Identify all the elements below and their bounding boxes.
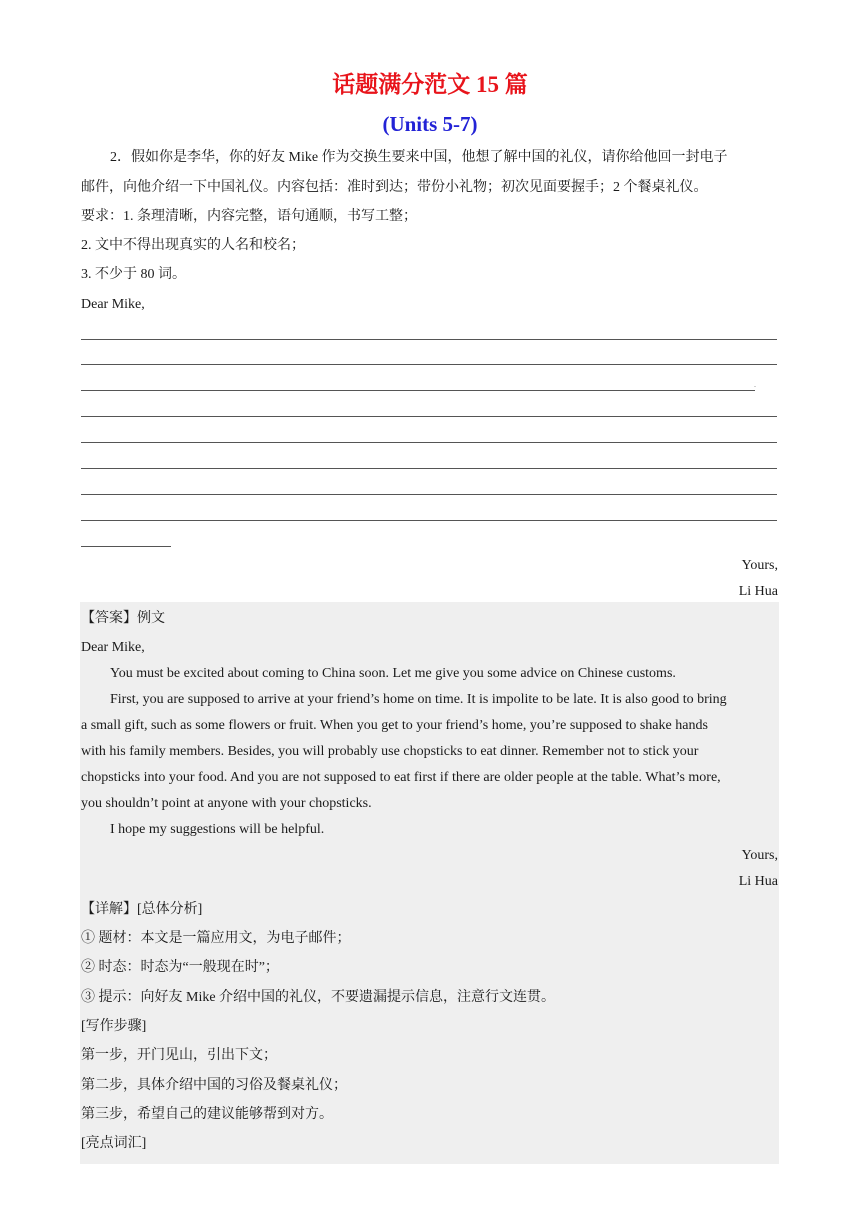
answer-paragraph-2-line-1: First, you are supposed to arrive at your friend’s home on time. It is impolite to be late. It is also good to bring <box>110 692 727 707</box>
page-subtitle: (Units 5-7) <box>382 112 478 136</box>
writing-line <box>81 339 777 340</box>
requirement-2: 2. 文中不得出现真实的人名和校名； <box>81 238 305 253</box>
answer-label: 【答案】例文 <box>81 611 165 626</box>
answer-salutation: Dear Mike, <box>81 640 145 655</box>
analysis-item-1: ① 题材：本文是一篇应用文，为电子邮件； <box>81 931 351 946</box>
requirement-1: 要求：1. 条理清晰，内容完整，语句通顺，书写工整； <box>81 209 417 224</box>
prompt-line-1: 2．假如你是李华，你的好友 Mike 作为交换生要来中国，他想了解中国的礼仪，请你给他回一封电子 <box>110 150 728 165</box>
vocab-label: [亮点词汇] <box>81 1136 147 1151</box>
page-title: 话题满分范文 15 篇 <box>332 72 528 97</box>
writing-line <box>81 364 777 365</box>
answer-signature: Li Hua <box>738 874 778 889</box>
writing-line <box>81 416 777 417</box>
requirement-3: 3. 不少于 80 词。 <box>81 267 186 282</box>
answer-paragraph-2-line-5: you shouldn’t point at anyone with your chopsticks. <box>81 796 372 811</box>
analysis-label: 【详解】[总体分析] <box>81 902 203 917</box>
analysis-item-2: ② 时态：时态为“一般现在时”； <box>81 960 279 975</box>
analysis-item-3: ③ 提示：向好友 Mike 介绍中国的礼仪，不要遗漏提示信息，注意行文连贯。 <box>81 990 556 1005</box>
prompt-line-2: 邮件，向他介绍一下中国礼仪。内容包括：准时到达；带份小礼物；初次见面要握手；2 个餐桌礼仪。 <box>81 180 708 195</box>
letter-closing: Yours, <box>741 558 778 573</box>
writing-line <box>81 442 777 443</box>
answer-paragraph-2-line-2: a small gift, such as some flowers or fruit. When you get to your friend’s home, you’re supposed to shake hands <box>81 718 708 733</box>
answer-paragraph-2-line-3: with his family members. Besides, you will probably use chopsticks to eat dinner. Remember not to stick your <box>81 744 699 759</box>
answer-paragraph-1: You must be excited about coming to China soon. Let me give you some advice on Chinese customs. <box>110 666 676 681</box>
letter-salutation: Dear Mike, <box>81 297 145 312</box>
step-2: 第二步，具体介绍中国的习俗及餐桌礼仪； <box>81 1078 347 1093</box>
period-mark: . <box>754 380 756 389</box>
answer-paragraph-3: I hope my suggestions will be helpful. <box>110 822 325 837</box>
writing-line <box>81 520 777 521</box>
letter-signature: Li Hua <box>738 584 778 599</box>
step-1: 第一步，开门见山，引出下文； <box>81 1048 277 1063</box>
writing-line <box>81 494 777 495</box>
step-3: 第三步，希望自己的建议能够帮到对方。 <box>81 1107 333 1122</box>
answer-closing: Yours, <box>741 848 778 863</box>
writing-line <box>81 390 755 391</box>
answer-paragraph-2-line-4: chopsticks into your food. And you are not supposed to eat first if there are older people at the table. What’s more, <box>81 770 721 785</box>
steps-label: [写作步骤] <box>81 1019 147 1034</box>
writing-line <box>81 468 777 469</box>
writing-line <box>81 546 171 547</box>
